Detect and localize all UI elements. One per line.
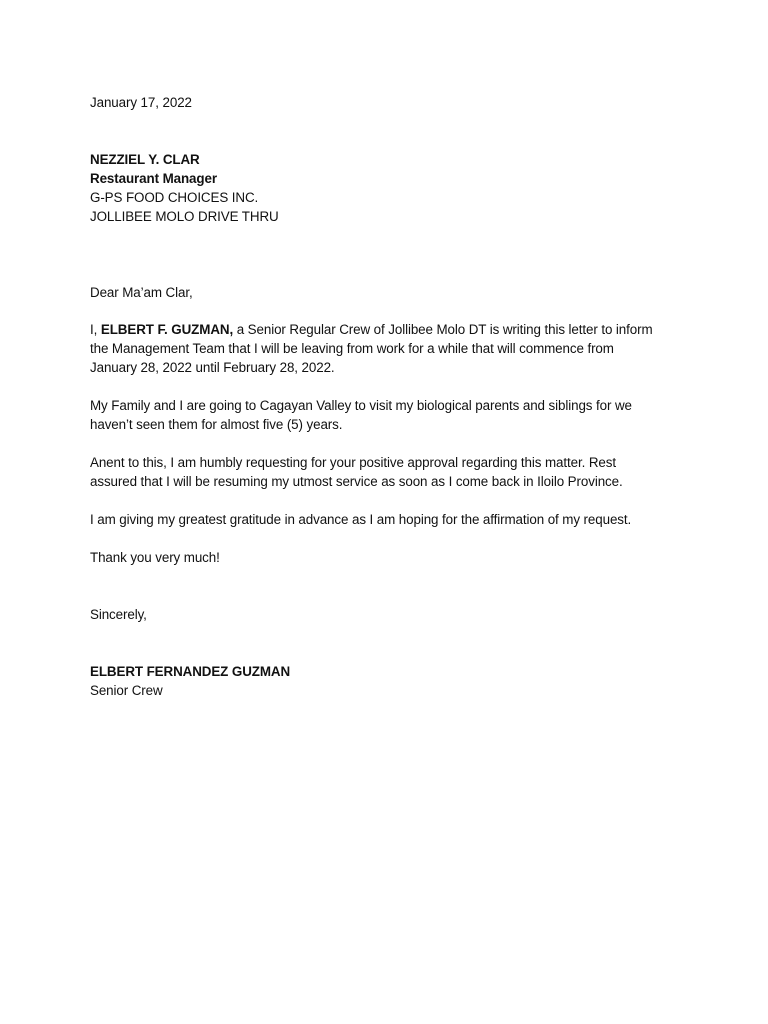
thanks-text: Thank you very much! [90,550,220,565]
recipient-branch: JOLLIBEE MOLO DRIVE THRU [90,209,279,224]
paragraph-1-line-1 [90,320,690,339]
paragraph-1-line-1-rest: a Senior Regular Crew of Jollibee Molo DT is writing this letter to inform [233,322,653,337]
signature-position: Senior Crew [90,683,163,698]
paragraph-1-line-2: the Management Team that I will be leaving from work for a while that will commence from [90,341,614,356]
letter-body [90,93,690,700]
closing-text: Sincerely, [90,607,147,622]
signature-name: ELBERT FERNANDEZ GUZMAN [90,664,291,679]
recipient-title: Restaurant Manager [90,171,217,186]
paragraph-3 [90,453,690,491]
closing-block [90,605,690,624]
letter-date-block [90,93,690,112]
recipient-company: G-PS FOOD CHOICES INC. [90,190,259,205]
letter-date: January 17, 2022 [90,95,192,110]
salutation: Dear Ma’am Clar, [90,285,193,300]
salutation-block [90,283,690,302]
paragraph-1-prefix: I, [90,322,101,337]
sender-name-inline: ELBERT F. GUZMAN, [100,322,234,337]
recipient-block [90,150,690,226]
signature-block [90,662,690,700]
paragraph-4-text: I am giving my greatest gratitude in advance as I am hoping for the affirmation of my request. [90,512,632,527]
paragraph-3-line-1: Anent to this, I am humbly requesting for your positive approval regarding this matter. Rest [90,455,616,470]
thanks-block [90,548,690,567]
paragraph-1 [90,320,690,377]
recipient-name: NEZZIEL Y. CLAR [90,152,200,167]
paragraph-2-line-2: haven’t seen them for almost five (5) years. [90,417,343,432]
paragraph-2 [90,396,690,434]
paragraph-1-line-3: January 28, 2022 until February 28, 2022. [90,360,335,375]
paragraph-4 [90,510,690,529]
paragraph-3-line-2: assured that I will be resuming my utmost service as soon as I come back in Iloilo Province. [90,474,623,489]
paragraph-2-line-1: My Family and I are going to Cagayan Valley to visit my biological parents and siblings for we [90,398,632,413]
